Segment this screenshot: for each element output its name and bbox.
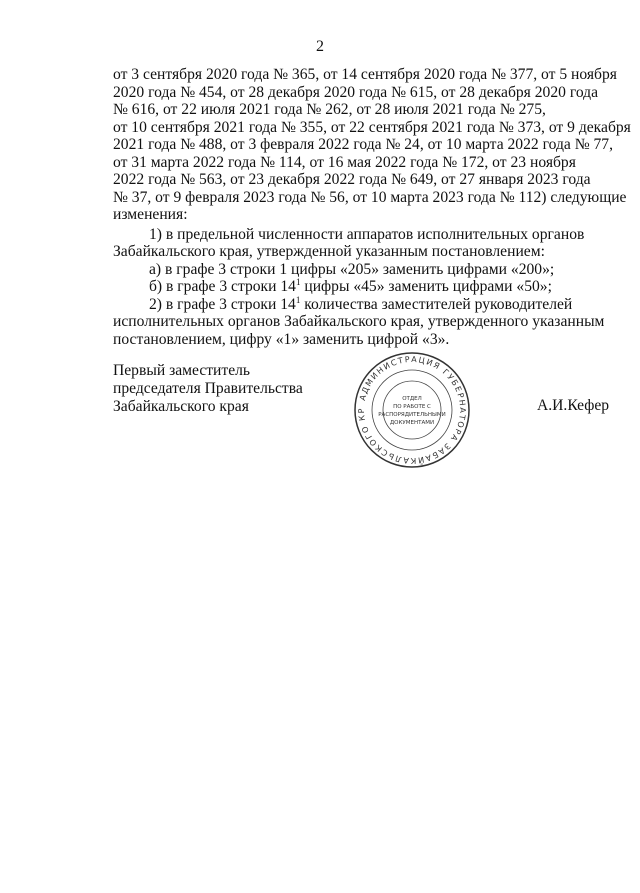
signatory-name: А.И.Кефер [537, 397, 610, 414]
svg-text:РАСПОРЯДИТЕЛЬНЫМИ: РАСПОРЯДИТЕЛЬНЫМИ [378, 412, 446, 418]
body-line: № 37, от 9 февраля 2023 года № 56, от 10 марта 2023 года № 112) следующие [113, 189, 627, 206]
body-line: № 616, от 22 июля 2021 года № 262, от 28 июля 2021 года № 275, [113, 101, 546, 118]
body-line [149, 277, 552, 296]
superscript: 1 [295, 277, 301, 287]
signature-position [113, 362, 303, 416]
text: 2) в графе 3 строки 14 [149, 296, 296, 313]
body-line: 2020 года № 454, от 28 декабря 2020 года № 615, от 28 декабря 2020 года [113, 84, 599, 101]
body-line: от 3 сентября 2020 года № 365, от 14 сентября 2020 года № 377, от 5 ноября [113, 66, 617, 83]
body-line [149, 295, 573, 314]
body-line: 2021 года № 488, от 3 февраля 2022 года № 24, от 10 марта 2022 года № 77, [113, 136, 613, 153]
body-line: от 10 сентября 2021 года № 355, от 22 сентября 2021 года № 373, от 9 декабря [113, 119, 631, 136]
superscript: 1 [295, 295, 301, 305]
text: количества заместителей руководителей [300, 296, 573, 313]
svg-text:ПО РАБОТЕ С: ПО РАБОТЕ С [393, 404, 431, 410]
text: председателя Правительства [113, 380, 303, 397]
body-line: постановлением, цифру «1» заменить цифрой «3». [113, 331, 450, 348]
body-line: 1) в предельной численности аппаратов исполнительных органов [149, 226, 585, 243]
text: цифры «45» заменить цифрами «50»; [300, 278, 552, 295]
svg-text:АДМИНИСТРАЦИЯ ГУБЕРНАТОРА ЗАБА: АДМИНИСТРАЦИЯ ГУБЕРНАТОРА ЗАБАЙКАЛЬСКОГО КР [356, 354, 468, 466]
svg-text:ДОКУМЕНТАМИ: ДОКУМЕНТАМИ [389, 420, 435, 426]
text: Забайкальского края [113, 398, 249, 415]
body-line: от 31 марта 2022 года № 114, от 16 мая 2022 года № 172, от 23 ноября [113, 154, 576, 171]
svg-text:ОТДЕЛ: ОТДЕЛ [402, 396, 422, 402]
body-line: исполнительных органов Забайкальского края, утвержденного указанным [113, 313, 605, 330]
body-line: 2022 года № 563, от 23 декабря 2022 года № 649, от 27 января 2023 года [113, 171, 591, 188]
body-line: изменения: [113, 206, 188, 223]
official-stamp [352, 350, 472, 475]
body-line: а) в графе 3 строки 1 цифры «205» заменить цифрами «200»; [149, 261, 555, 278]
text: б) в графе 3 строки 14 [149, 278, 296, 295]
page-number: 2 [316, 38, 324, 55]
body-line: Забайкальского края, утвержденной указанным постановлением: [113, 243, 545, 260]
text: Первый заместитель [113, 362, 251, 379]
